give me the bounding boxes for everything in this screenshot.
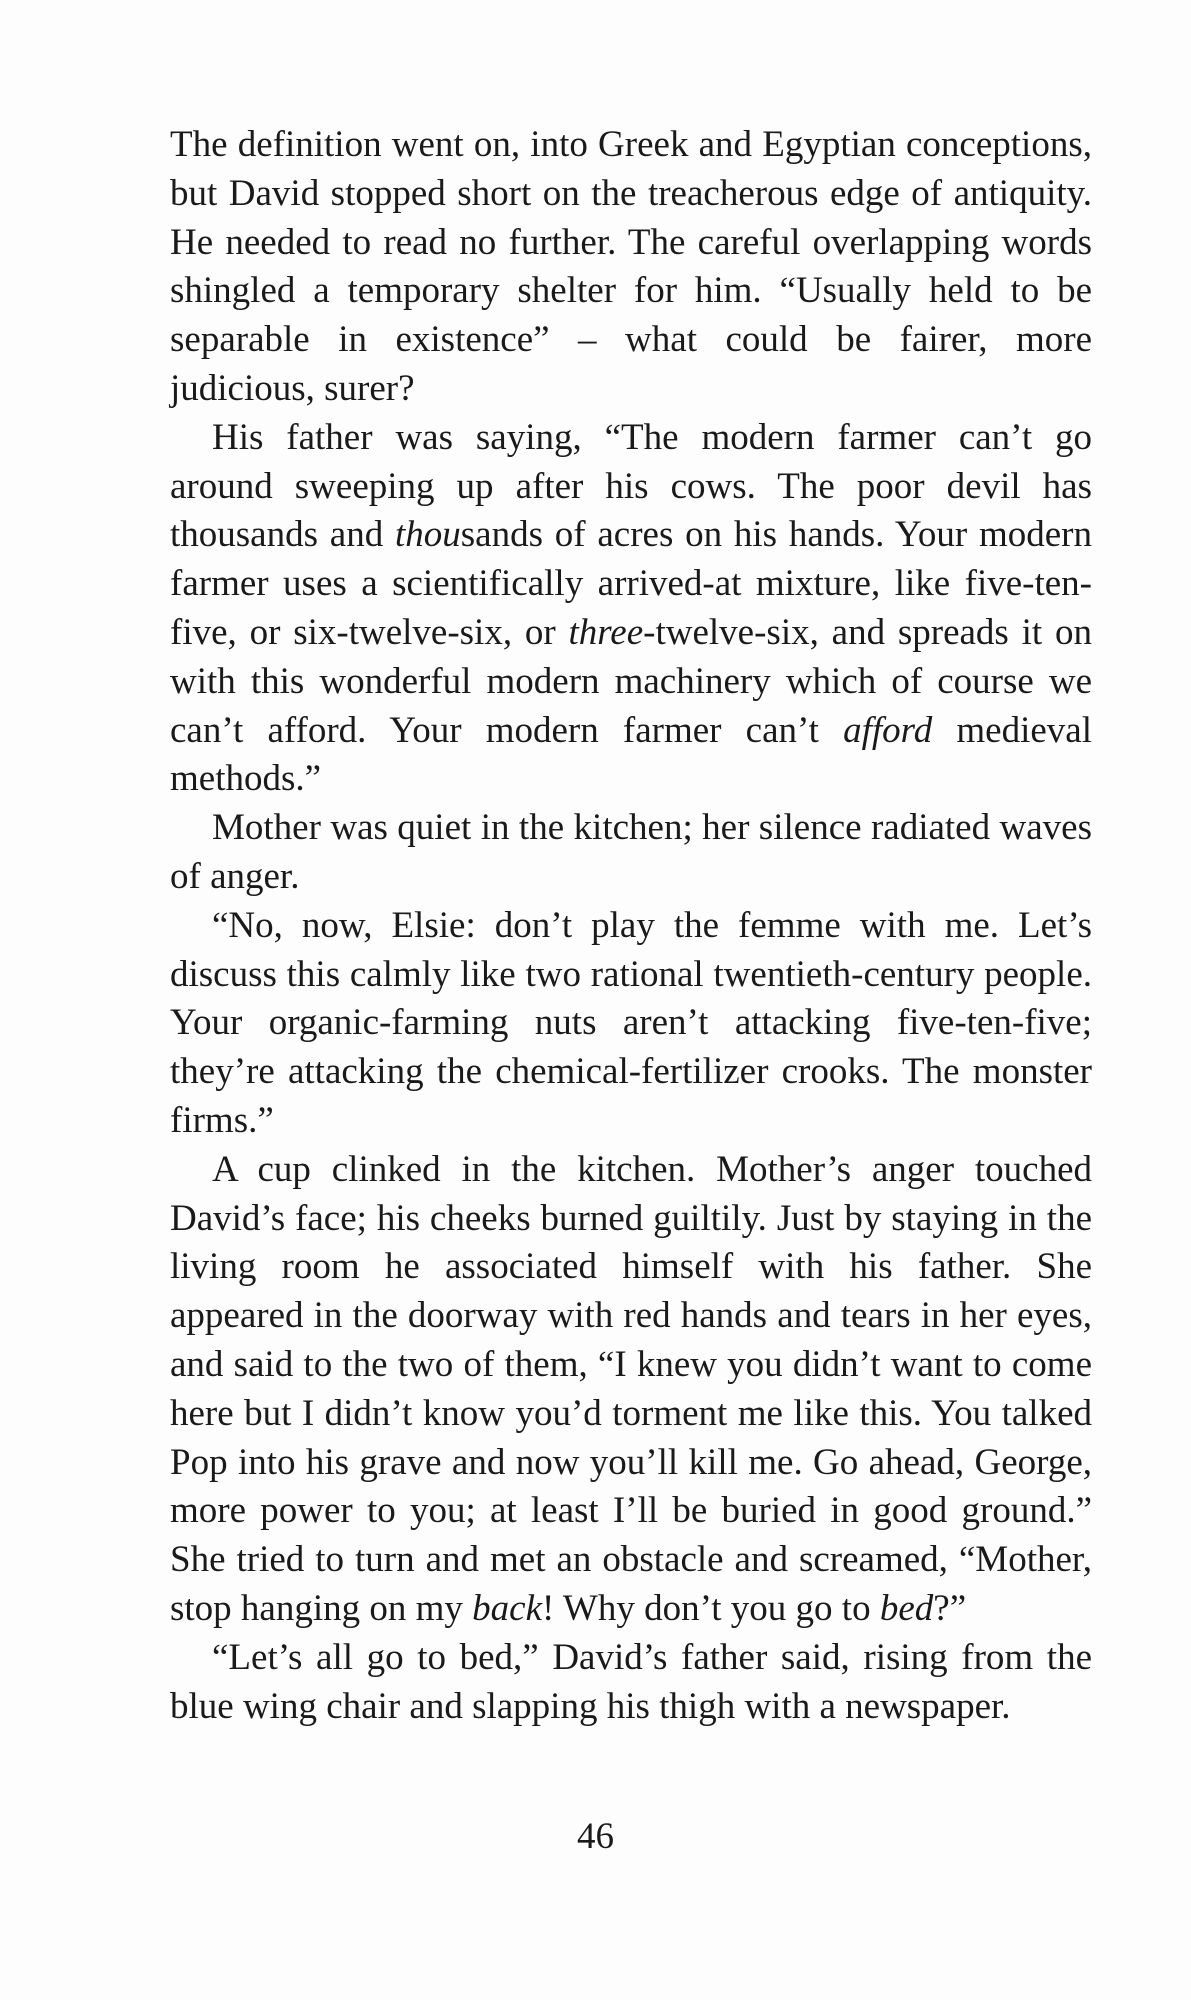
text-run: sands of acres on his hands. Your modern farmer uses a scientifically arrived-at mixture, like five-ten-five, or six-twelve-six, or — [170, 514, 1092, 653]
italic-text: back — [472, 1587, 543, 1629]
italic-text: bed — [879, 1587, 934, 1629]
text-run: Mother was quiet in the kitchen; her silence radiated waves of anger. — [170, 807, 1092, 897]
paragraph — [170, 804, 1092, 902]
paragraph — [170, 902, 1092, 1146]
italic-text: afford — [843, 709, 933, 751]
paragraph — [170, 121, 1092, 414]
paragraph — [170, 1146, 1092, 1634]
text-run: -twelve-six, and spreads it on with this wonderful modern machinery which of course we can’t afford. Your modern farmer can’t — [170, 611, 1092, 751]
text-run: His father was saying, “The modern farmer can’t go around sweeping up after his cows. The poor devil has thousands and — [170, 416, 1092, 556]
text-run: medieval methods.” — [170, 709, 1092, 800]
text-run: ?” — [933, 1587, 967, 1629]
body-text — [170, 121, 1092, 1731]
text-run: A cup clinked in the kitchen. Mother’s anger touched David’s face; his cheeks burned guiltily. Just by staying in the living room he associated himself with his father. She appeared in the doorway with red hands and tears in her eyes, and said to the two of them, “I knew you didn’t want to come here but I didn’t know you’d torment me like this. You talked Pop into his grave and now you’ll kill me. Go ahead, George, more power to you; at least I’ll be buried in good ground.” She tried to turn and met an obstacle and screamed, “Mother, stop hanging on my — [170, 1148, 1092, 1629]
paragraph — [170, 414, 1092, 804]
italic-text: thou — [394, 514, 461, 556]
text-run: ! Why don’t you go to — [542, 1587, 880, 1629]
page-number: 46 — [577, 1816, 614, 1857]
text-run: “No, now, Elsie: don’t play the femme with me. Let’s discuss this calmly like two rational twentieth-century people. Your organic-farming nuts aren’t attacking five-ten-five; they’re attacking the chemical-fertilizer crooks. The monster firms.” — [170, 904, 1092, 1141]
text-run: “Let’s all go to bed,” David’s father said, rising from the blue wing chair and slapping his thigh with a newspaper. — [170, 1636, 1092, 1727]
paragraph — [170, 1634, 1092, 1732]
text-run: The definition went on, into Greek and Egyptian conceptions, but David stopped short on the treacherous edge of antiquity. He needed to read no further. The careful overlapping words shingled a temporary shelter for him. “Usually held to be separable in existence” – what could be fairer, more judicious, surer? — [170, 124, 1092, 409]
italic-text: three — [568, 611, 644, 653]
